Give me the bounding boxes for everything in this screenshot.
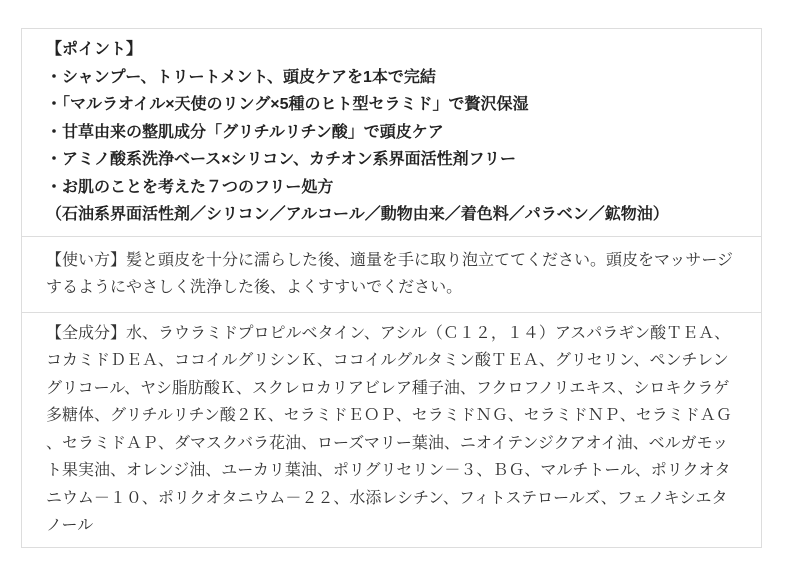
points-bullet-4: ・アミノ酸系洗浄ベース×シリコン、カチオン系界面活性剤フリー [46,151,516,168]
usage-section [22,236,761,312]
points-bullet-1: ・シャンプー、トリートメント、頭皮ケアを1本で完結 [46,68,436,86]
points-section [22,29,761,236]
points-bullet-2: ・「マルラオイル×天使のリング×5種のヒト型セラミド」で贅沢保湿 [46,96,529,113]
points-bullet-5: ・お肌のことを考えた７つのフリー処方 [46,178,334,196]
usage-text: 【使い方】髪と頭皮を十分に濡らした後、適量を手に取り泡立ててください。頭皮をマッサージするようにやさしく洗浄した後、よくすすいでください。 [46,251,734,296]
points-free-list: （石油系界面活性剤／シリコン／アルコール／動物由来／着色料／パラベン／鉱物油） [46,206,669,223]
ingredients-text: 【全成分】水、ラウラミドプロピルベタイン、アシル（Ｃ１２，１４）アスパラギン酸ＴＥＡ、コカミドＤＥＡ、ココイルグリシンＫ、ココイルグルタミン酸ＴＥＡ、グリセリン、ペンチレングリコール、ヤシ脂肪酸Ｋ、スクレロカリアビレア種子油、フクロフノリエキス、シロキクラゲ多糖体、グリチルリチン酸２Ｋ、セラミドＥＯＰ、セラミドＮＧ、セラミドＮＰ、セラミドＡＧ、セラミドＡＰ、ダマスクバラ花油、ローズマリー葉油、ニオイテンジクアオイ油、ベルガモット果実油、オレンジ油、ユーカリ葉油、ポリグリセリン－３、ＢＧ、マルチトール、ポリクオタニウム－１０、ポリクオタニウム－２２、水添レシチン、フィトステロールズ、フェノキシエタノール [46,324,732,534]
product-description-panel [21,28,762,548]
ingredients-section [22,312,761,547]
points-heading: 【ポイント】 [46,41,143,58]
points-bullet-3: ・甘草由来の整肌成分「グリチルリチン酸」で頭皮ケア [46,123,444,141]
